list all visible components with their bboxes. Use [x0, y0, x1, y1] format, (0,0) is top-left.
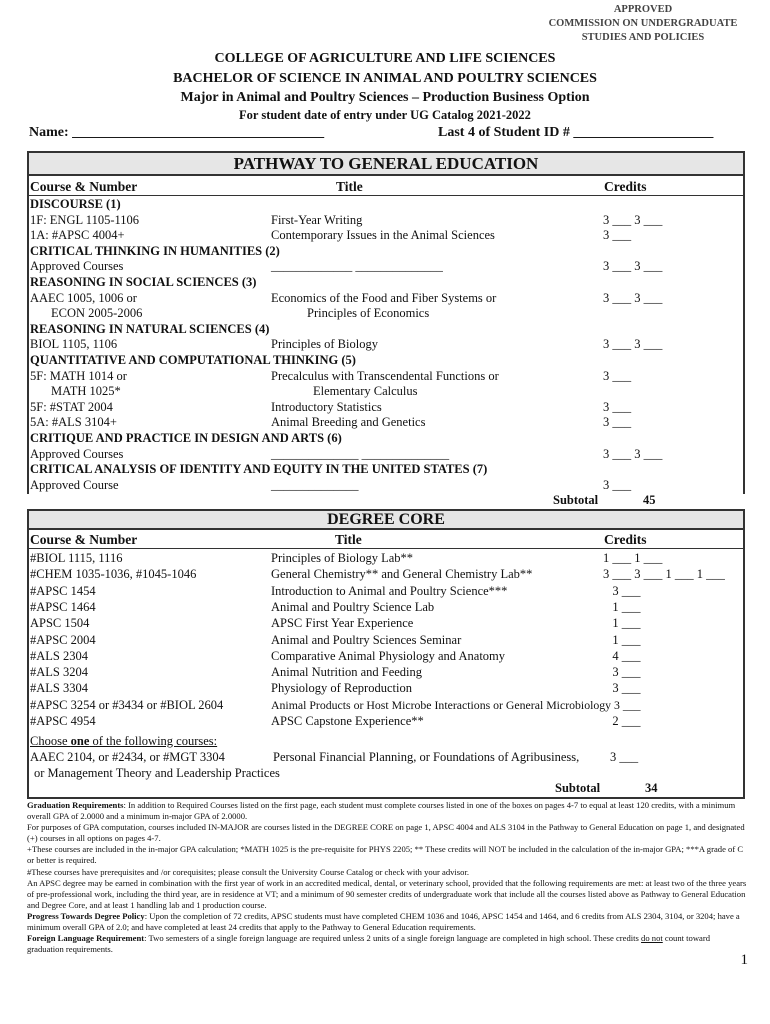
course-number: REASONING IN SOCIAL SCIENCES (3) — [30, 275, 257, 289]
course-credits[interactable]: 3 ___ — [603, 665, 641, 680]
gen-ed-title-bar — [27, 151, 745, 176]
core-course-row — [30, 648, 742, 664]
approval-line-2: COMMISSION ON UNDERGRADUATE — [548, 18, 738, 29]
course-number: 1F: ENGL 1105-1106 — [30, 212, 140, 227]
course-number: #BIOL 1115, 1116 — [30, 551, 123, 565]
core-header-divider — [29, 548, 743, 549]
progress-policy — [27, 911, 747, 933]
gen-ed-course-row — [30, 446, 742, 462]
course-number: #APSC 3254 or #3434 or #BIOL 2604 — [30, 697, 224, 712]
choose-suffix: of the following courses: — [89, 734, 218, 748]
course-title: Comparative Animal Physiology and Anatomy — [271, 648, 506, 663]
gen-ed-course-row — [30, 368, 742, 384]
gen-ed-subtotal-label: Subtotal — [553, 493, 599, 507]
course-title: Animal and Poultry Science Lab — [271, 599, 435, 614]
gen-ed-course-row — [30, 399, 742, 415]
core-course-row — [30, 697, 742, 713]
course-title: Introduction to Animal and Poultry Science*** — [271, 583, 508, 598]
course-number: CRITICAL THINKING IN HUMANITIES (2) — [30, 243, 280, 258]
course-title: General Chemistry** and General Chemistry Lab** — [271, 567, 533, 582]
course-number: Approved Course — [30, 477, 119, 492]
prereq-note: #These courses have prerequisites and /or corequisites; please consult the University Course Catalog or check with your advisor. — [27, 866, 469, 877]
choose-one-row — [30, 733, 742, 749]
course-title: Animal Nutrition and Feeding — [271, 665, 423, 680]
progress-text: : Upon the completion of 72 credits, APSC students must have completed CHEM 1036 and 1046, APSC 1454 and 1464, and 6 credits from ALS 2304, 3104, or 3204; have a minimum overall GPA of 2.0; and have completed at least 24 credits that apply to the Pathway to General Education requirements. — [27, 910, 740, 933]
core-bottom-border — [27, 797, 745, 799]
course-number: #ALS 2304 — [30, 648, 88, 663]
course-credits[interactable]: 3 ___ — [603, 681, 641, 696]
course-number: Approved Courses — [30, 446, 124, 461]
choose-one-emphasis: one — [70, 734, 90, 748]
graduation-label: Graduation Requirements — [27, 800, 124, 810]
gen-ed-course-row — [30, 383, 742, 399]
document-header — [0, 49, 770, 124]
course-credits[interactable]: 3 ___ 3 ___ 1 ___ 1 ___ — [603, 567, 725, 582]
gen-ed-header-row — [30, 179, 742, 195]
gen-ed-category — [30, 461, 742, 477]
course-title: Principles of Economics — [307, 306, 430, 321]
student-id-field[interactable]: Last 4 of Student ID # ____________________ — [438, 125, 714, 140]
course-title: Economics of the Food and Fiber Systems or — [271, 290, 497, 305]
course-credits[interactable]: 3 ___ — [603, 399, 632, 414]
course-number: AAEC 1005, 1006 or — [30, 290, 137, 305]
gen-ed-course-row — [30, 212, 742, 228]
course-title: APSC First Year Experience — [271, 616, 414, 631]
course-title: Contemporary Issues in the Animal Sciences — [271, 228, 495, 243]
gpa-note: For purposes of GPA computation, courses included IN-MAJOR are courses listed in the DEGREE CORE on page 1, APSC 4004 and ALS 3104 in the Pathway to General Education on page 1, and designated (+) courses in all options on pages 4-7. — [27, 822, 745, 844]
core-col-credits: Credits — [604, 532, 647, 547]
course-title: Animal Breeding and Genetics — [271, 415, 426, 430]
course-number: 5F: #STAT 2004 — [30, 399, 113, 414]
course-credits[interactable]: 3 ___ 3 ___ — [603, 290, 663, 305]
course-credits[interactable]: 2 ___ — [603, 714, 641, 728]
course-title: _____________ ______________ — [271, 259, 443, 274]
progress-label: Progress Towards Degree Policy — [27, 910, 145, 921]
core-course-row — [30, 583, 742, 599]
course-credits[interactable]: 3 ___ — [603, 583, 641, 598]
gen-ed-course-row — [30, 336, 742, 352]
requirements-notes — [27, 800, 747, 955]
course-number: CRITIQUE AND PRACTICE IN DESIGN AND ARTS (6) — [30, 431, 342, 445]
gen-ed-category — [30, 352, 742, 368]
approval-stamp — [528, 3, 758, 45]
gen-ed-course-row — [30, 477, 742, 493]
gen-ed-category — [30, 243, 742, 259]
core-course-row — [30, 664, 742, 680]
course-title: APSC Capstone Experience** — [271, 714, 424, 728]
course-title: Introductory Statistics — [271, 399, 382, 414]
gen-ed-col-title: Title — [336, 179, 363, 194]
gen-ed-category — [30, 196, 742, 212]
language-end: count toward graduation requirements. — [27, 933, 711, 955]
elective-continued: or Management Theory and Leadership Practices — [34, 766, 280, 780]
course-number: REASONING IN NATURAL SCIENCES (4) — [30, 321, 270, 336]
course-credits[interactable]: 3 ___ — [603, 368, 632, 383]
choose-one-text — [30, 733, 217, 749]
course-title: First-Year Writing — [271, 212, 363, 227]
gen-ed-col-course: Course & Number — [30, 179, 138, 194]
course-number: BIOL 1105, 1106 — [30, 337, 118, 352]
course-credits[interactable]: 1 ___ — [603, 599, 641, 614]
core-course-row — [30, 632, 742, 648]
course-credits[interactable]: 3 ___ 3 ___ — [603, 259, 663, 274]
core-title-bar — [27, 509, 745, 530]
course-title: Animal and Poultry Sciences Seminar — [271, 632, 462, 647]
approval-line-3: STUDIES AND POLICIES — [581, 32, 705, 43]
course-title: ______________ ______________ — [271, 446, 450, 461]
course-credits[interactable]: 1 ___ — [603, 616, 641, 631]
elective-continued-row — [30, 765, 742, 781]
elective-row — [30, 749, 742, 765]
course-credits[interactable]: 3 ___ — [603, 477, 632, 492]
college-title: COLLEGE OF AGRICULTURE AND LIFE SCIENCES — [214, 51, 556, 66]
name-field[interactable]: Name: ____________________________________ — [29, 125, 325, 140]
course-number: Approved Courses — [30, 259, 124, 274]
course-title: Precalculus with Transcendental Functions or — [271, 368, 499, 383]
gen-ed-course-row — [30, 414, 742, 430]
course-number: DISCOURSE (1) — [30, 197, 121, 211]
graduation-text: : In addition to Required Courses listed on the first page, each student must complete courses listed in one of the boxes on pages 4-7 to equal at least 120 credits, with a minimum overall GPA of 2.0000 and a minimum in-major GPA of 2.0000. — [27, 800, 736, 822]
core-course-row — [30, 680, 742, 696]
course-number: 5A: #ALS 3104+ — [30, 415, 117, 430]
course-number: #APSC 4954 — [30, 714, 96, 728]
course-number: 5F: MATH 1014 or — [30, 368, 127, 383]
major-title: Major in Animal and Poultry Sciences – Production Business Option — [180, 90, 590, 105]
core-course-row — [30, 713, 742, 729]
catalog-note: For student date of entry under UG Catalog 2021-2022 — [239, 108, 531, 122]
course-number: MATH 1025* — [51, 384, 121, 399]
course-number: ECON 2005-2006 — [51, 306, 143, 321]
gen-ed-course-row — [30, 258, 742, 274]
core-course-row — [30, 615, 742, 631]
course-credits[interactable]: 3 ___ 3 ___ — [603, 212, 663, 227]
gen-ed-category — [30, 274, 742, 290]
choose-prefix: Choose — [30, 734, 71, 748]
core-subtotal-label: Subtotal — [555, 781, 601, 795]
course-credits[interactable]: 3 ___ — [603, 415, 632, 430]
language-requirement — [27, 933, 747, 955]
elective-title: Personal Financial Planning, or Foundations of Agribusiness, — [273, 750, 580, 764]
course-title: Physiology of Reproduction — [271, 681, 412, 696]
course-number: APSC 1504 — [30, 616, 90, 631]
combination-note: An APSC degree may be earned in combination with the first year of work in an accredited medical, dental, or veterinary school, provided that the following requirements are met: at least two of the three years of pre-professional work, including the third year, are in residence at VT; and a minimum of 90 semester credits of undergraduate work that include all the courses listed above as Pathway to General Education and Degree Core, and at least 1 handling lab and 1 production course. — [27, 877, 747, 910]
course-credits[interactable]: 3 ___ 3 ___ — [603, 337, 663, 352]
course-credits[interactable]: 3 ___ 3 ___ — [603, 446, 663, 461]
symbol-note: +These courses are included in the in-major GPA calculation; *MATH 1025 is the pre-requisite for PHYS 2205; ** These credits will NOT be included in the calculation of the in-major GPA; ***A grade of C or better is required. — [27, 844, 744, 866]
course-number: #APSC 1454 — [30, 583, 96, 598]
page-number: 1 — [740, 952, 748, 968]
course-number: #ALS 3304 — [30, 681, 88, 696]
course-credits[interactable]: 4 ___ — [603, 648, 641, 663]
core-header-row — [30, 532, 742, 548]
gen-ed-category — [30, 430, 742, 446]
gen-ed-subtotal-value: 45 — [643, 493, 656, 507]
core-course-row — [30, 599, 742, 615]
course-title: Principles of Biology — [271, 337, 378, 352]
elective-credits: 3 ___ — [610, 750, 639, 764]
course-number: #ALS 3204 — [30, 665, 88, 680]
core-col-title: Title — [335, 532, 362, 547]
gen-ed-course-row — [30, 290, 742, 306]
gen-ed-course-row — [30, 305, 742, 321]
graduation-requirements — [27, 800, 747, 822]
gen-ed-course-row — [30, 227, 742, 243]
gen-ed-title: PATHWAY TO GENERAL EDUCATION — [233, 154, 539, 173]
gen-ed-col-credits: Credits — [604, 179, 647, 194]
approval-line-1: APPROVED — [613, 4, 673, 15]
course-credits[interactable]: 3 ___ — [603, 228, 632, 243]
course-number: #APSC 1464 — [30, 599, 96, 614]
language-do-not: do not — [641, 933, 663, 944]
language-text: : Two semesters of a single foreign language are required unless 2 units of a single foreign language are completed in high school. These credits — [144, 933, 642, 944]
course-credits[interactable]: 1 ___ — [603, 632, 641, 647]
gen-ed-category — [30, 321, 742, 337]
course-title: ______________ — [271, 477, 359, 492]
course-number: #APSC 2004 — [30, 632, 96, 647]
core-course-row — [30, 550, 742, 566]
degree-title: BACHELOR OF SCIENCE IN ANIMAL AND POULTRY SCIENCES — [173, 71, 597, 86]
course-title: Elementary Calculus — [313, 384, 418, 399]
course-title: Principles of Biology Lab** — [271, 551, 413, 565]
course-number: CRITICAL ANALYSIS OF IDENTITY AND EQUITY IN THE UNITED STATES (7) — [30, 462, 488, 477]
course-credits[interactable]: 1 ___ 1 ___ — [603, 551, 663, 565]
core-course-row — [30, 566, 742, 582]
course-title: Animal Products or Host Microbe Interactions or General Microbiology 3 ___ — [271, 697, 641, 712]
course-number: #CHEM 1035-1036, #1045-1046 — [30, 567, 197, 582]
elective-course: AAEC 2104, or #2434, or #MGT 3304 — [30, 750, 225, 764]
course-number: 1A: #APSC 4004+ — [30, 228, 125, 243]
language-label: Foreign Language Requirement — [27, 933, 145, 944]
course-number: QUANTITATIVE AND COMPUTATIONAL THINKING (5) — [30, 353, 356, 367]
core-subtotal-value: 34 — [645, 781, 658, 795]
core-col-course: Course & Number — [30, 532, 138, 547]
core-title: DEGREE CORE — [327, 511, 445, 528]
